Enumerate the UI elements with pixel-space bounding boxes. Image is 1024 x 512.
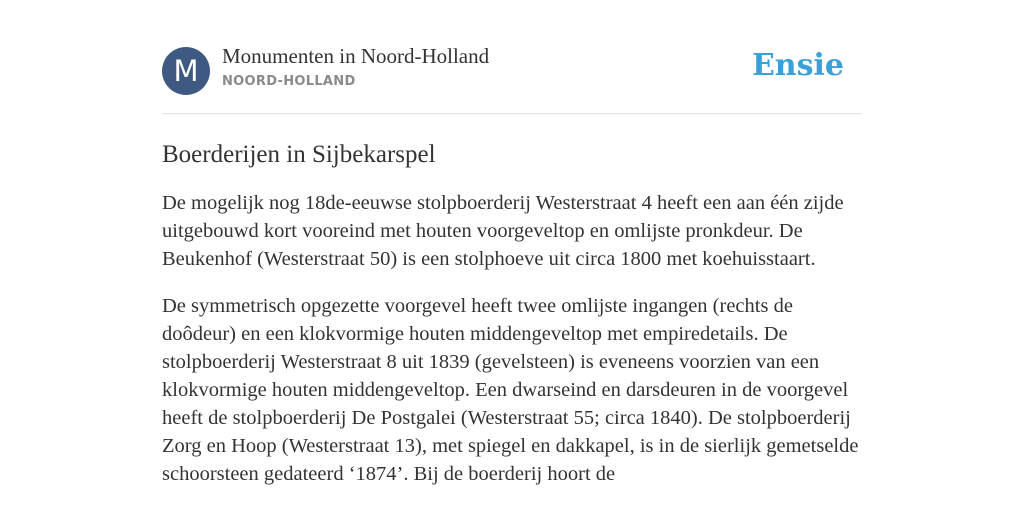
ensie-logo[interactable]: Ensie	[751, 48, 844, 83]
article-title: Boerderijen in Sijbekarspel	[162, 141, 436, 168]
category-subtitle[interactable]: NOORD-HOLLAND	[222, 74, 356, 89]
content-container	[162, 0, 862, 488]
category-title[interactable]: Monumenten in Noord-Holland	[222, 44, 490, 68]
article-paragraph-2: De symmetrisch opgezette voorgevel heeft twee omlijste ingangen (rechts de doôdeur) en een klokvormige houten middengeveltop met empiredetails. De stolpboerderij Westerstraat 8 uit 1839 (gevelsteen) is eveneens voorzien van een klokvormige houten middengeveltop. Een dwarseind en darsdeuren in de voorgevel heeft de stolpboerderij De Postgalei (Westerstraat 55; circa 1840). De stolpboerderij Zorg en Hoop (Westerstraat 13), met spiegel en dakkapel, is in de sierlijk gemetselde schoorsteen gedateerd ‘1874’. Bij de boerderij hoort de	[162, 295, 859, 485]
header	[162, 0, 862, 114]
avatar[interactable]: M	[162, 47, 210, 95]
article-paragraph-1: De mogelijk nog 18de-eeuwse stolpboerderij Westerstraat 4 heeft een aan één zijde uitgebouwd kort vooreind met houten voorgeveltop en omlijste pronkdeur. De Beukenhof (Westerstraat 50) is een stolphoeve uit circa 1800 met koehuisstaart.	[162, 192, 844, 270]
